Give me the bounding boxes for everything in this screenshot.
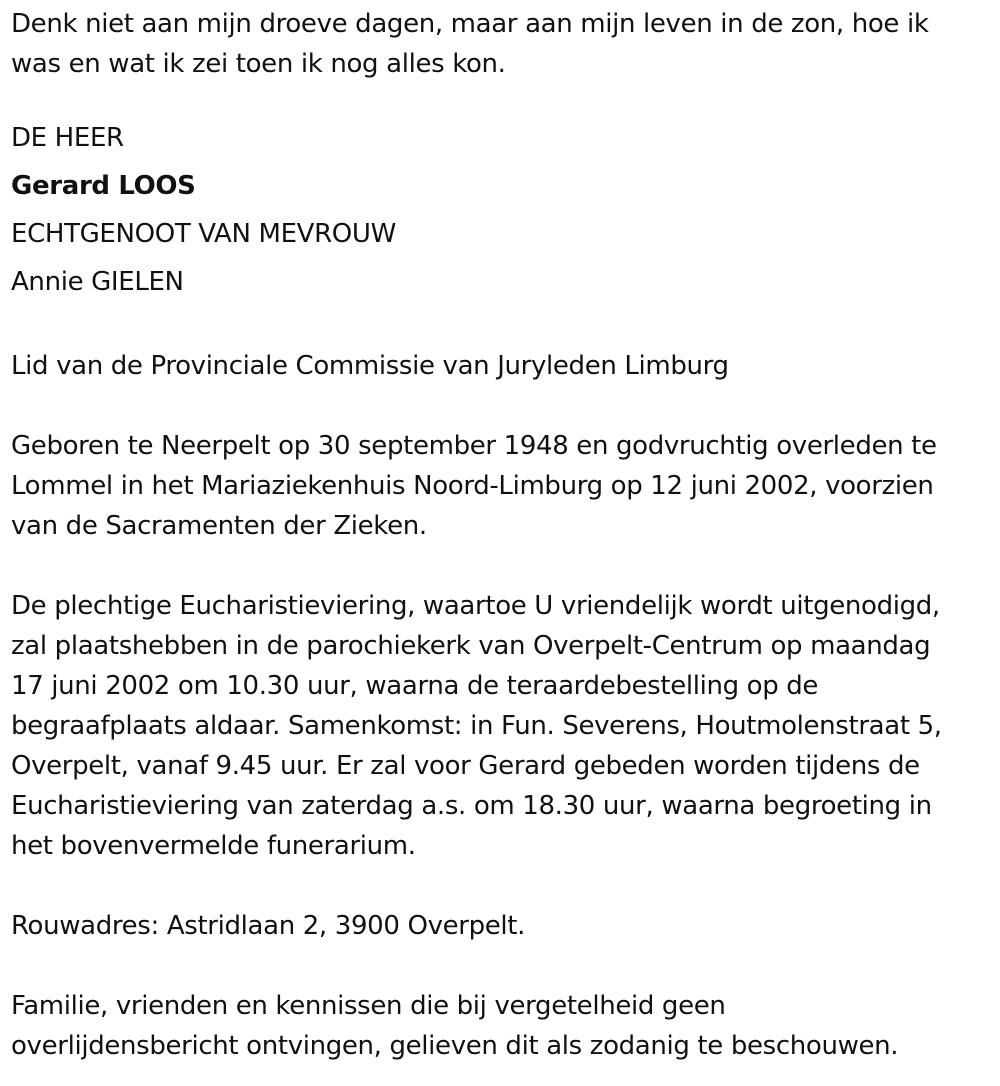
spouse-name: Annie GIELEN <box>11 267 184 297</box>
deceased-name: Gerard LOOS <box>11 171 196 201</box>
honorific-title: DE HEER <box>11 123 124 153</box>
obituary-notice <box>11 4 996 1066</box>
birth-death-paragraph: Geboren te Neerpelt op 30 september 1948 en godvruchtig overleden te Lommel in het Mariaziekenhuis Noord-Limburg op 12 juni 2002, voorzien van de Sacramenten der Zieken. <box>11 431 937 541</box>
mourning-address: Rouwadres: Astridlaan 2, 3900 Overpelt. <box>11 911 526 941</box>
relation-line: ECHTGENOOT VAN MEVROUW <box>11 219 396 249</box>
closing-paragraph: Familie, vrienden en kennissen die bij vergetelheid geen overlijdensbericht ontvingen, gelieven dit als zodanig te beschouwen. <box>11 991 899 1061</box>
deceased-block <box>11 114 996 306</box>
ceremony-paragraph: De plechtige Eucharistieviering, waartoe U vriendelijk wordt uitgenodigd, zal plaatshebben in de parochiekerk van Overpelt-Centrum op maandag 17 juni 2002 om 10.30 uur, waarna de teraardebestelling op de begraafplaats aldaar. Samenkomst: in Fun. Severens, Houtmolenstraat 5, Overpelt, vanaf 9.45 uur. Er zal voor Gerard gebeden worden tijdens de Eucharistieviering van zaterdag a.s. om 18.30 uur, waarna begroeting in het bovenvermelde funerarium. <box>11 591 942 861</box>
memorial-quote: Denk niet aan mijn droeve dagen, maar aan mijn leven in de zon, hoe ik was en wat ik zei toen ik nog alles kon. <box>11 9 929 79</box>
membership-line: Lid van de Provinciale Commissie van Juryleden Limburg <box>11 351 729 381</box>
